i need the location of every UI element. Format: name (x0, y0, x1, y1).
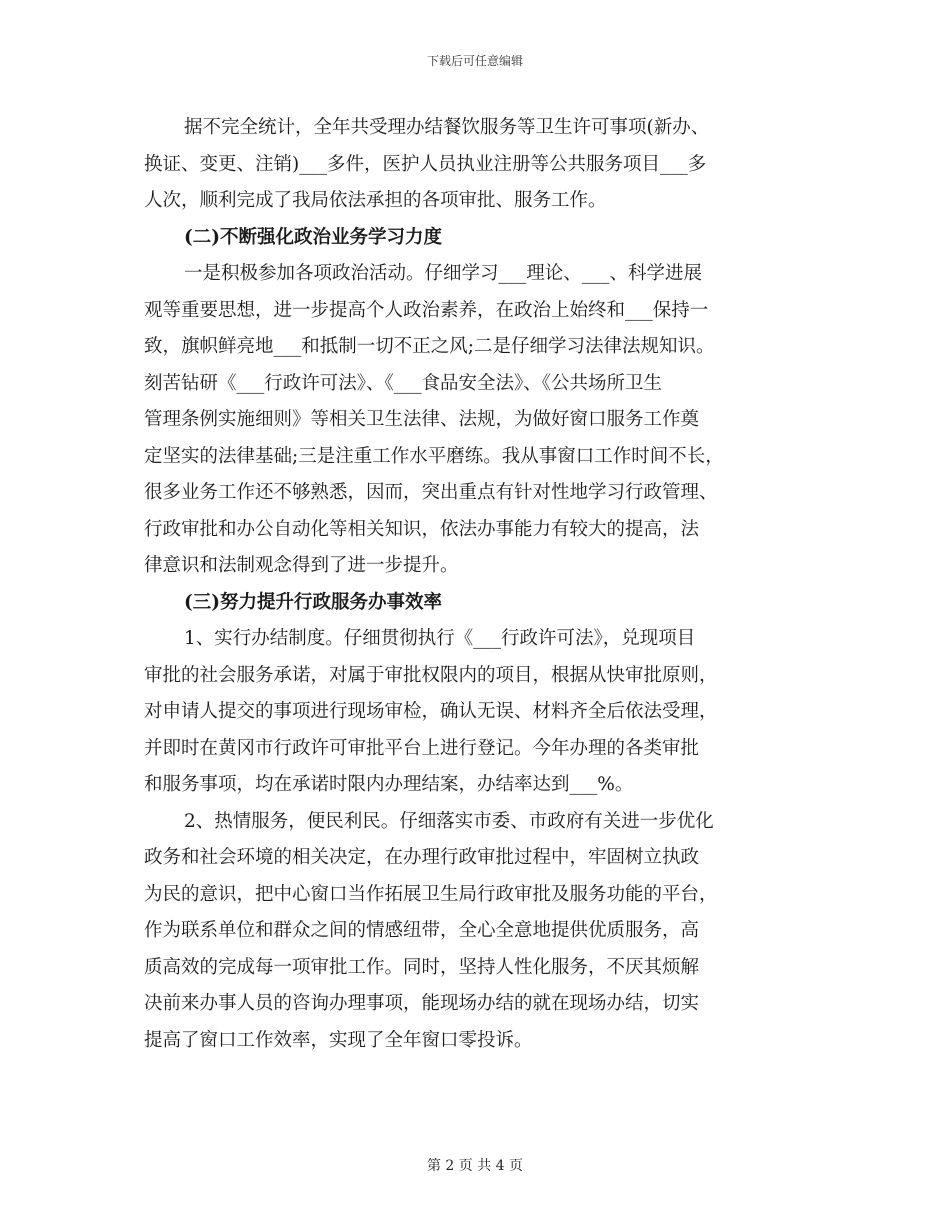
document-body (144, 110, 812, 1059)
text-line: 2、热情服务，便民利民。仔细落实市委、市政府有关进一步优化 (184, 810, 714, 832)
text-line: 提高了窗口工作效率，实现了全年窗口零投诉。 (144, 1029, 533, 1051)
text-line: 审批的社会服务承诺，对属于审批权限内的项目，根据从快审批原则， (144, 664, 718, 686)
section-heading: (三)努力提升行政服务办事效率 (184, 591, 443, 613)
text-line: 并即时在黄冈市行政许可审批平台上进行登记。今年办理的各类审批 (144, 737, 700, 759)
text-line: 致，旗帜鲜亮地___和抵制一切不正之风;二是仔细学习法律法规知识。 (144, 336, 715, 357)
text-line: 决前来办事人员的咨询办理事项，能现场办结的就在现场办结，切实 (144, 993, 700, 1014)
page-footer: 第 2 页 共 4 页 (426, 1158, 524, 1174)
text-line: 质高效的完成每一项审批工作。同时，坚持人性化服务，不厌其烦解 (144, 956, 700, 978)
page-header: 下载后可任意编辑 (426, 54, 523, 68)
text-line: 刻苦钻研《___行政许可法》、《___食品安全法》、《公共场所卫生 (144, 372, 663, 394)
text-line: 定坚实的法律基础;三是注重工作水平磨练。我从事窗口工作时间不长， (144, 445, 724, 467)
text-line: 律意识和法制观念得到了进一步提升。 (144, 555, 459, 576)
text-line: 作为联系单位和群众之间的情感纽带，全心全意地提供优质服务，高 (144, 920, 700, 941)
text-line: 和服务事项，均在承诺时限内办理结案，办结率达到___%。 (144, 774, 634, 795)
text-line: 管理条例实施细则》等相关卫生法律、法规，为做好窗口服务工作奠 (144, 409, 700, 430)
text-line: 行政审批和办公自动化等相关知识，依法办事能力有较大的提高，法 (144, 518, 700, 540)
text-line: 政务和社会环境的相关决定，在办理行政审批过程中，牢固树立执政 (144, 847, 700, 868)
text-line: 据不完全统计，全年共受理办结餐饮服务等卫生许可事项(新办、 (184, 117, 710, 138)
text-line: 为民的意识，把中心窗口当作拓展卫生局行政审批及服务功能的平台， (144, 883, 718, 905)
text-line: 对申请人提交的事项进行现场审检，确认无误、材料齐全后依法受理， (144, 701, 718, 722)
text-line: 换证、变更、注销)___多件，医护人员执业注册等公共服务项目___多 (144, 153, 707, 175)
text-line: 观等重要思想，进一步提高个人政治素养，在政治上始终和___保持一 (144, 299, 709, 321)
text-line: 一是积极参加各项政治活动。仔细学习___理论、___、科学进展 (184, 263, 703, 284)
text-line: 1、实行办结制度。仔细贯彻执行《___行政许可法》，兑现项目 (184, 628, 696, 649)
text-line: 很多业务工作还不够熟悉，因而，突出重点有针对性地学习行政管理、 (144, 482, 718, 503)
text-line: 人次，顺利完成了我局依法承担的各项审批、服务工作。 (144, 190, 607, 211)
section-heading: (二)不断强化政治业务学习力度 (184, 226, 443, 248)
